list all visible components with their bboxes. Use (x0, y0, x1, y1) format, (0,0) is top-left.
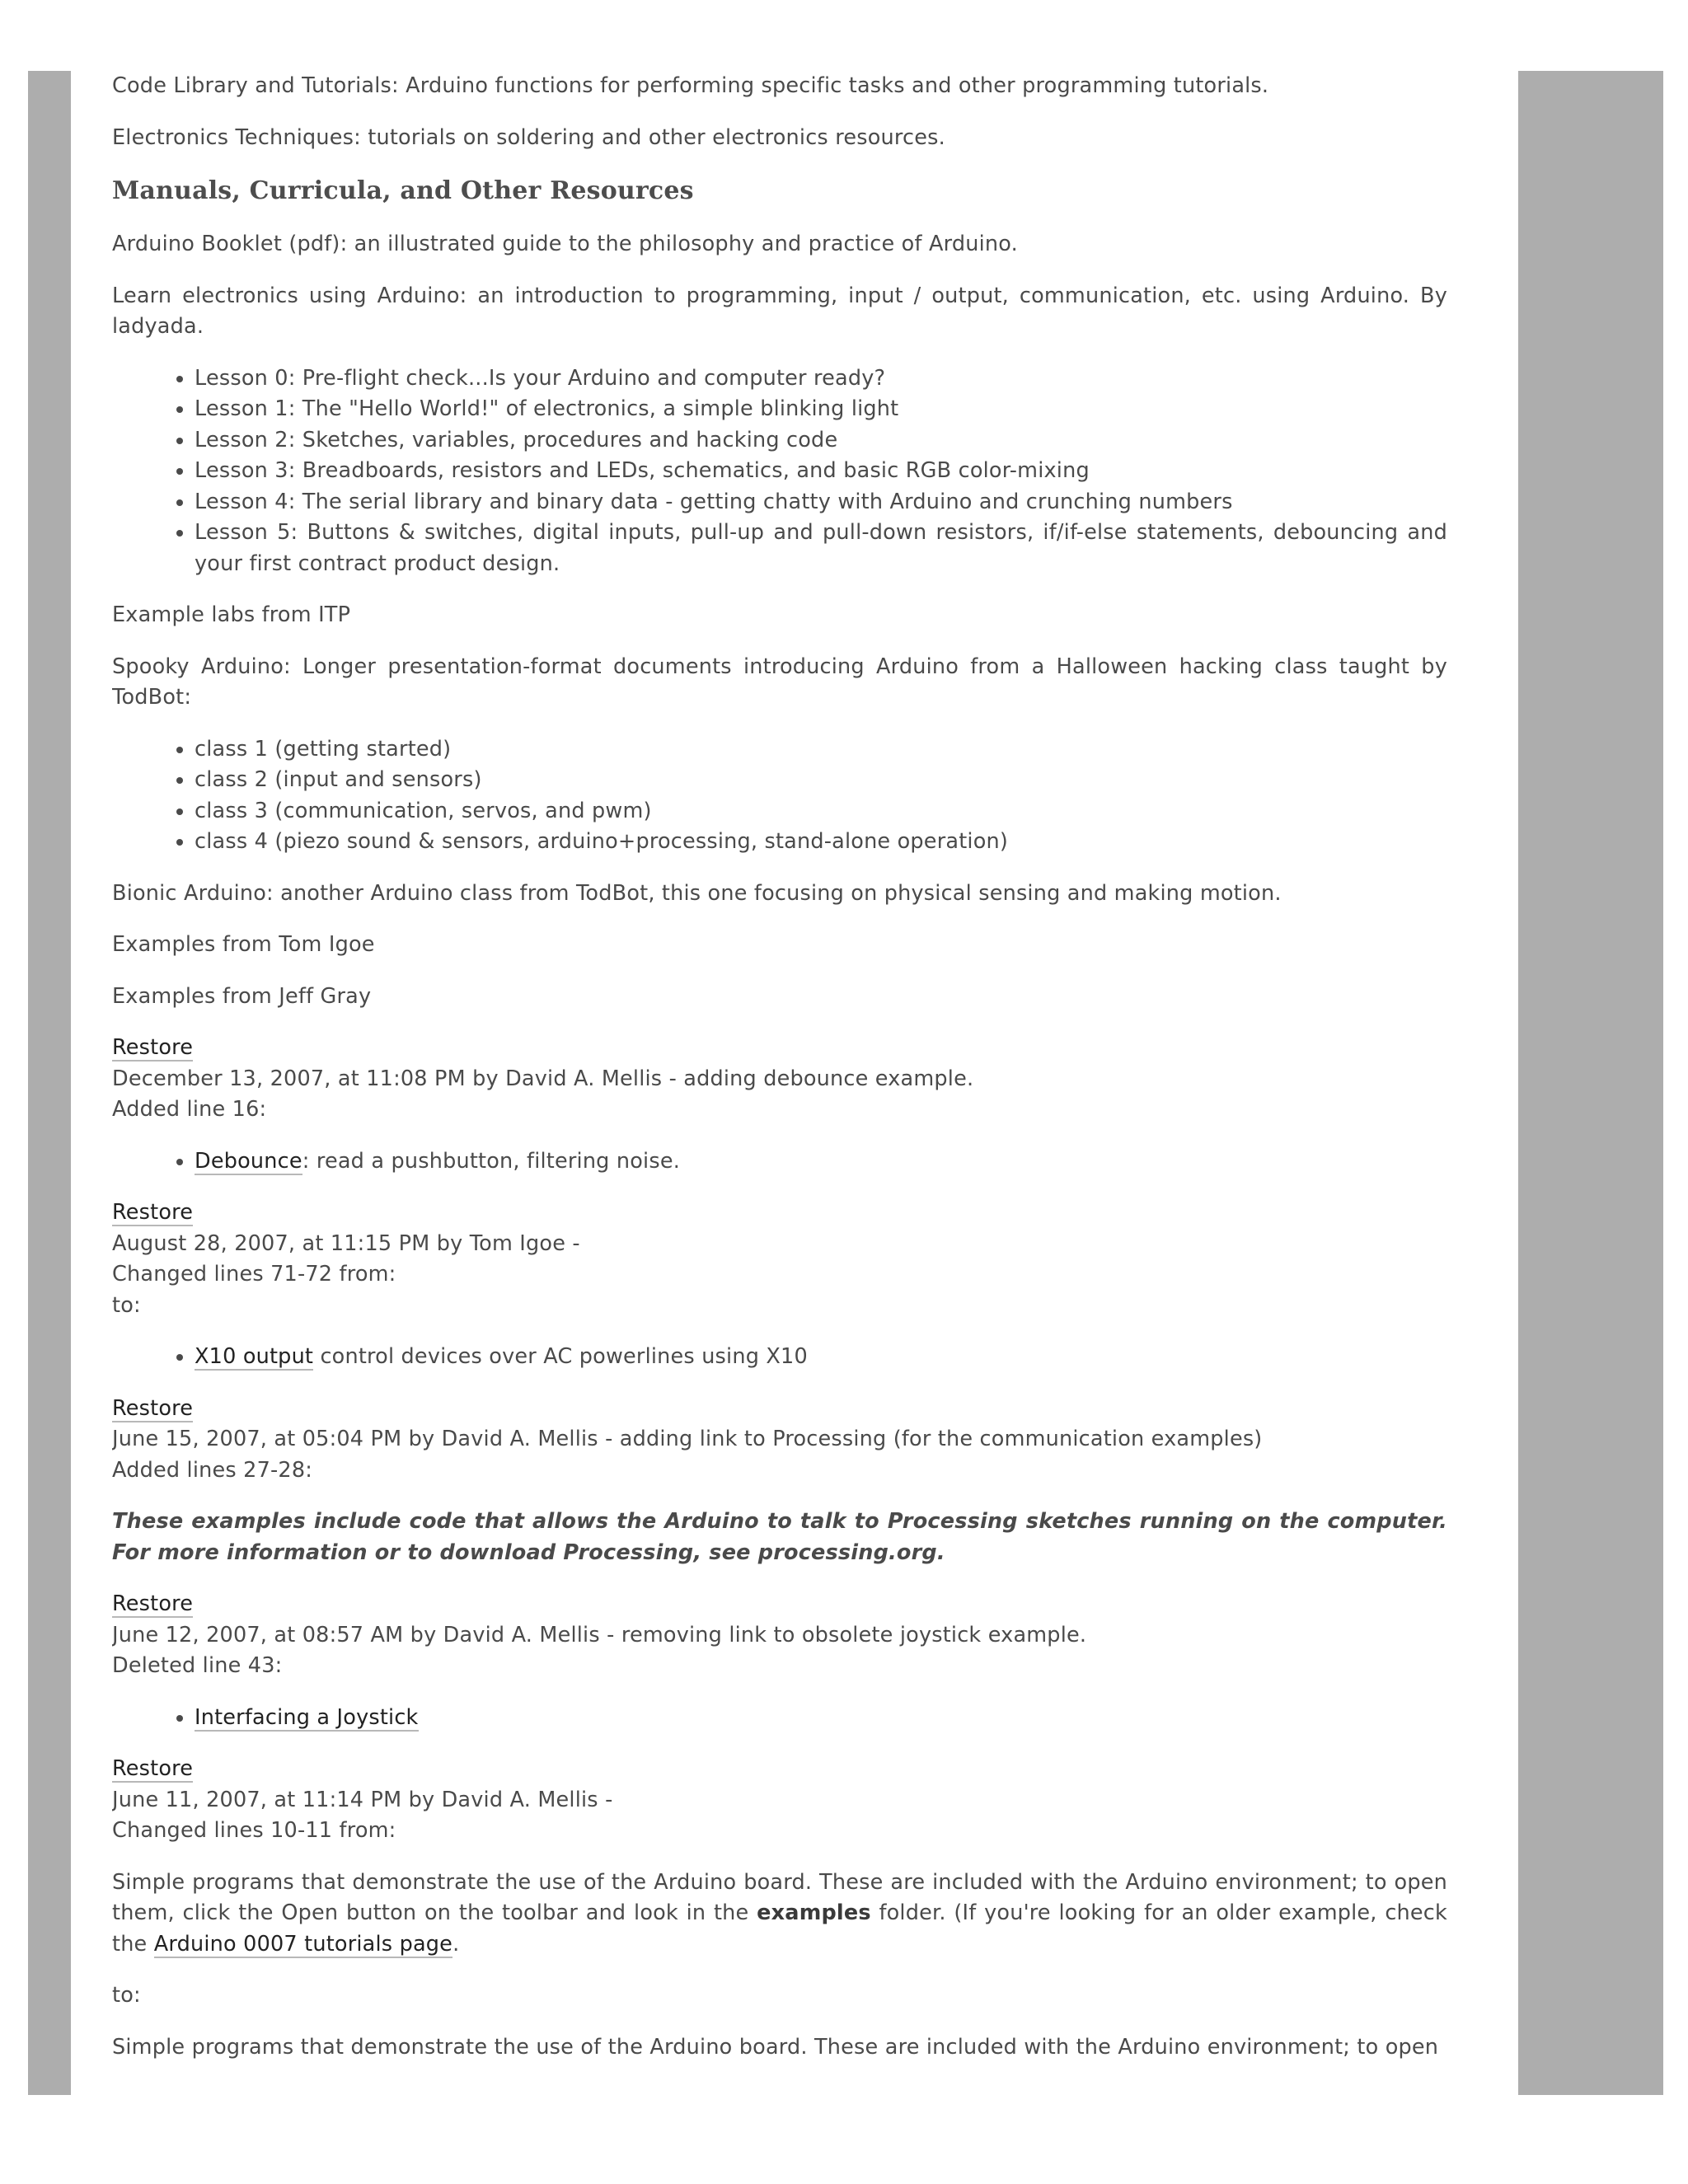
list-item: • Lesson 3: Breadboards, resistors and LEDs, schematics, and basic RGB color-mixing (195, 456, 1447, 487)
list-item (195, 1342, 1447, 1373)
simple-text-a: Simple programs that demonstrate the use of the Arduino board. These are included with the Arduino environment; to open them, click the Open button on the toolbar and look in the (112, 1869, 1447, 1925)
classes-list (112, 734, 1447, 858)
revision-diff-list (112, 1342, 1447, 1373)
lessons-list (112, 363, 1447, 580)
revision-date: June 15, 2007, at 05:04 PM by David A. Mellis - adding link to Processing (for the communication examples) (112, 1427, 1263, 1451)
revision-entry (112, 1589, 1447, 1682)
spooky-paragraph: Spooky Arduino: Longer presentation-format documents introducing Arduino from a Halloween hacking class taught by TodBot: (112, 654, 1447, 710)
list-item: • class 2 (input and sensors) (195, 765, 1447, 796)
booklet-paragraph: Arduino Booklet (pdf): an illustrated guide to the philosophy and practice of Arduino. (112, 232, 1018, 256)
list-item: • Lesson 1: The "Hello World!" of electronics, a simple blinking light (195, 394, 1447, 425)
examples-word: examples (757, 1900, 871, 1925)
revision-to-label: to: (112, 1292, 141, 1318)
revision-date: August 28, 2007, at 11:15 PM by Tom Igoe - (112, 1230, 580, 1256)
revision-entry (112, 1394, 1447, 1487)
page-content (112, 71, 1447, 2095)
right-sidebar-bar (1518, 71, 1663, 2095)
electronics-paragraph: Electronics Techniques: tutorials on soldering and other electronics resources. (112, 124, 945, 150)
debounce-description: : read a pushbutton, filtering noise. (302, 1148, 681, 1174)
learn-paragraph: Learn electronics using Arduino: an introduction to programming, input / output, communication, etc. using Arduino. By ladyada. (112, 283, 1447, 339)
simple-programs-new: Simple programs that demonstrate the use of the Arduino board. These are included with the Arduino environment; to open (112, 2034, 1439, 2060)
left-sidebar-bar (28, 71, 71, 2095)
simple-text-c: . (452, 1931, 460, 1957)
restore-link[interactable]: Restore (112, 1756, 194, 1781)
revision-change: Changed lines 71-72 from: (112, 1262, 396, 1286)
x10-output-link[interactable]: X10 output (195, 1344, 314, 1369)
revision-change: Added lines 27-28: (112, 1457, 313, 1483)
list-item (195, 1146, 1447, 1178)
tom-igoe-paragraph: Examples from Tom Igoe (112, 932, 375, 957)
code-library-paragraph: Code Library and Tutorials: Arduino functions for performing specific tasks and other programming tutorials. (112, 73, 1269, 98)
revision-date: December 13, 2007, at 11:08 PM by David A. Mellis - adding debounce example. (112, 1066, 974, 1091)
restore-link[interactable]: Restore (112, 1200, 194, 1225)
revision-diff-list (112, 1703, 1447, 1734)
list-item (195, 1703, 1447, 1734)
list-item: • class 4 (piezo sound & sensors, arduino+processing, stand-alone operation) (195, 827, 1447, 858)
simple-text-b: folder. (If you're looking for an older example, check the (112, 1900, 1447, 1957)
x10-description: control devices over AC powerlines using X10 (313, 1344, 808, 1369)
revision-change: Deleted line 43: (112, 1653, 283, 1678)
list-item: • Lesson 0: Pre-flight check...Is your Arduino and computer ready? (195, 363, 1447, 395)
list-item: • Lesson 4: The serial library and binary data - getting chatty with Arduino and crunching numbers (195, 487, 1447, 518)
jeff-gray-paragraph: Examples from Jeff Gray (112, 983, 372, 1009)
restore-link[interactable]: Restore (112, 1591, 194, 1616)
manuals-heading: Manuals, Curricula, and Other Resources (112, 176, 694, 205)
revision-change: Added line 16: (112, 1097, 267, 1122)
processing-note: These examples include code that allows the Arduino to talk to Processing sketches running on the computer. For more information or to download Processing, see processing.org. (112, 1509, 1447, 1565)
revision-to-label: to: (112, 1983, 141, 2008)
revision-entry (112, 1754, 1447, 1847)
joystick-link[interactable]: Interfacing a Joystick (195, 1704, 419, 1730)
tutorials-0007-link[interactable]: Arduino 0007 tutorials page (153, 1931, 453, 1957)
itp-paragraph: Example labs from ITP (112, 602, 351, 627)
list-item: • Lesson 5: Buttons & switches, digital inputs, pull-up and pull-down resistors, if/if-else statements, debouncing and your first contract product design. (195, 518, 1447, 579)
revision-diff-list (112, 1146, 1447, 1178)
debounce-link[interactable]: Debounce (195, 1148, 302, 1174)
restore-link[interactable]: Restore (112, 1035, 194, 1060)
list-item: • class 3 (communication, servos, and pwm) (195, 796, 1447, 827)
bionic-paragraph: Bionic Arduino: another Arduino class from TodBot, this one focusing on physical sensing and making motion. (112, 880, 1282, 906)
revision-entry (112, 1197, 1447, 1321)
revision-date: June 12, 2007, at 08:57 AM by David A. Mellis - removing link to obsolete joystick example. (112, 1622, 1087, 1647)
restore-link[interactable]: Restore (112, 1395, 194, 1421)
simple-programs-old (112, 1868, 1447, 1961)
revision-date: June 11, 2007, at 11:14 PM by David A. Mellis - (112, 1787, 613, 1812)
list-item: • class 1 (getting started) (195, 734, 1447, 766)
revision-entry (112, 1033, 1447, 1126)
list-item: • Lesson 2: Sketches, variables, procedures and hacking code (195, 425, 1447, 457)
revision-change: Changed lines 10-11 from: (112, 1818, 396, 1843)
